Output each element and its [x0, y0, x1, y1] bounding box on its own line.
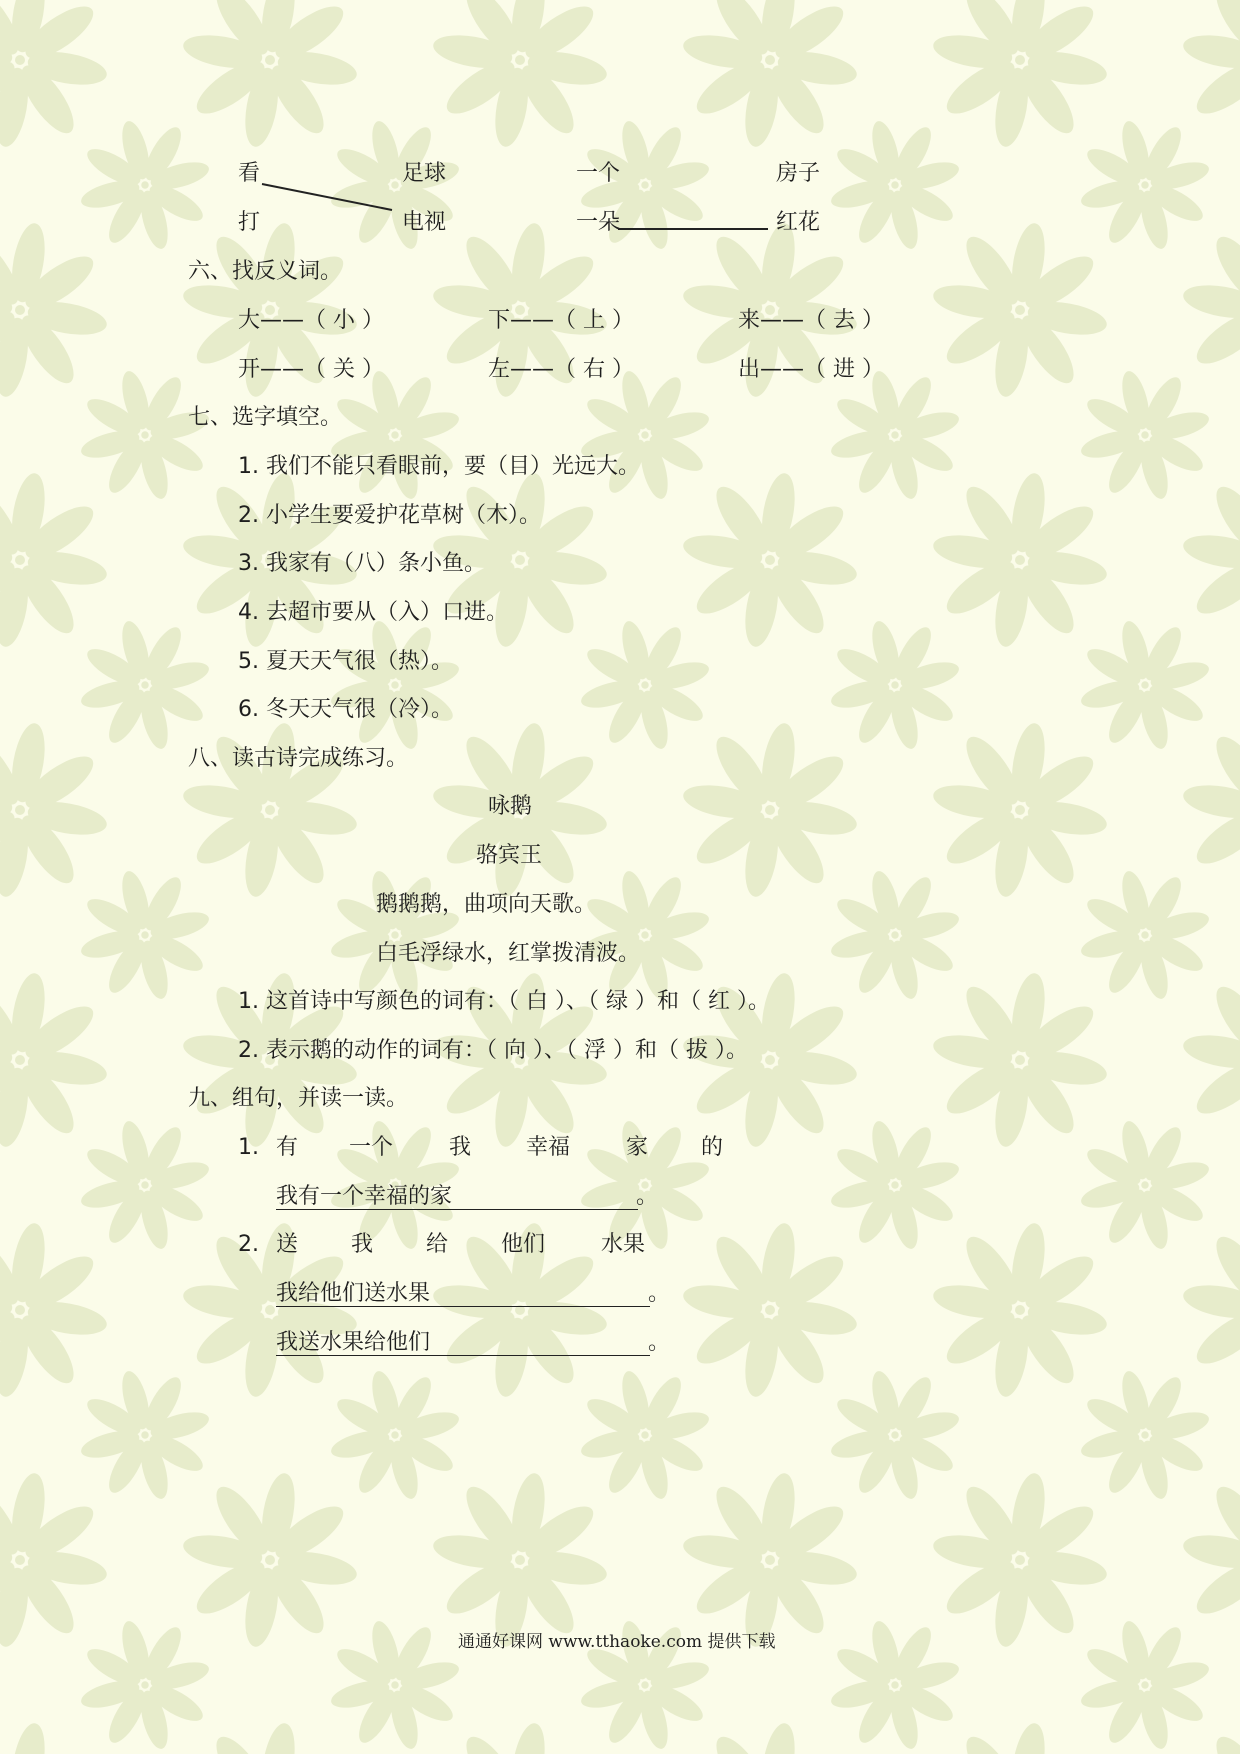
match-word-house: 房子 — [776, 161, 821, 186]
match-word-kan: 看 — [238, 161, 261, 186]
sentence-q2-number: 2. — [238, 1232, 259, 1257]
leaf-rosette — [0, 1221, 109, 1400]
poem-question: 2. 表示鹅的动作的词有：（ 向 ）、（ 浮 ）和（ 拔 ）。 — [238, 1038, 748, 1063]
antonym-pair: 来——（ 去 ） — [738, 308, 884, 333]
sentence-answer: 我给他们送水果 — [276, 1281, 431, 1306]
match-word-football: 足球 — [402, 161, 447, 186]
leaf-rosette — [828, 868, 961, 1001]
leaf-rosette — [78, 868, 211, 1001]
word-chip: 有 — [276, 1135, 299, 1160]
antonym-pair: 出——（ 进 ） — [738, 357, 884, 382]
fill-item: 3. 我家有（八）条小鱼。 — [238, 551, 486, 576]
leaf-rosette — [828, 368, 961, 501]
fill-item: 5. 夏天天气很（热）。 — [238, 649, 453, 674]
leaf-rosette — [931, 721, 1110, 900]
leaf-rosette — [828, 1118, 961, 1251]
leaf-rosette — [1078, 618, 1211, 751]
leaf-rosette — [1078, 1618, 1211, 1751]
leaf-rosette — [78, 618, 211, 751]
poem-question: 1. 这首诗中写颜色的词有：（ 白 ）、（ 绿 ）和（ 红 ）。 — [238, 989, 770, 1014]
sentence-answer: 我送水果给他们 — [276, 1330, 431, 1355]
sentence-answer: 我有一个幸福的家 — [276, 1184, 453, 1209]
leaf-rosette — [681, 1471, 860, 1650]
leaf-rosette — [181, 1221, 360, 1400]
matching-lines — [0, 0, 1240, 260]
answer-underline — [276, 1306, 650, 1307]
leaf-rosette — [578, 368, 711, 501]
leaf-rosette — [828, 1368, 961, 1501]
leaf-rosette — [1181, 1221, 1240, 1400]
match-word-yige: 一个 — [576, 161, 621, 186]
word-chip: 水果 — [601, 1232, 646, 1257]
leaf-rosette — [328, 1618, 461, 1751]
fill-item: 2. 小学生要爱护花草树（木）。 — [238, 503, 541, 528]
section-9-title: 九、组句，并读一读。 — [188, 1086, 409, 1111]
leaf-rosette — [1078, 1118, 1211, 1251]
match-word-red-flower: 红花 — [776, 210, 821, 235]
leaf-rosette — [1181, 1721, 1240, 1754]
period-mark: 。 — [636, 1184, 659, 1209]
leaf-rosette — [78, 1118, 211, 1251]
leaf-rosette — [681, 471, 860, 650]
section-6-title: 六、找反义词。 — [188, 259, 343, 284]
leaf-rosette — [431, 1721, 610, 1754]
leaf-rosette — [931, 471, 1110, 650]
leaf-rosette — [1181, 1471, 1240, 1650]
word-chip: 给 — [426, 1232, 449, 1257]
fill-item: 1. 我们不能只看眼前，要（目）光远大。 — [238, 454, 640, 479]
leaf-rosette — [1078, 868, 1211, 1001]
leaf-rosette — [681, 721, 860, 900]
poem-author: 骆宾王 — [476, 843, 543, 868]
leaf-rosette — [78, 1368, 211, 1501]
period-mark: 。 — [648, 1281, 671, 1306]
leaf-rosette — [78, 1618, 211, 1751]
match-line-kan-tv — [262, 184, 392, 210]
leaf-rosette — [0, 1471, 109, 1650]
antonym-pair: 开——（ 关 ） — [238, 357, 384, 382]
leaf-rosette — [181, 1471, 360, 1650]
word-chip: 送 — [276, 1232, 299, 1257]
leaf-rosette — [1181, 471, 1240, 650]
poem-title: 咏鹅 — [488, 794, 533, 819]
word-chip: 家 — [626, 1135, 649, 1160]
leaf-rosette — [1078, 1368, 1211, 1501]
leaf-rosette — [931, 1721, 1110, 1754]
leaf-rosette — [828, 618, 961, 751]
answer-underline — [276, 1209, 638, 1210]
leaf-rosette — [181, 1721, 360, 1754]
antonym-pair: 下——（ 上 ） — [488, 308, 634, 333]
match-word-tv: 电视 — [402, 210, 447, 235]
word-chip: 的 — [701, 1135, 724, 1160]
leaf-rosette — [1181, 971, 1240, 1150]
fill-item: 4. 去超市要从（入）口进。 — [238, 600, 508, 625]
leaf-rosette — [681, 1721, 860, 1754]
sentence-q1-number: 1. — [238, 1135, 259, 1160]
footer-source: 通通好课网 www.tthaoke.com 提供下载 — [458, 1632, 776, 1652]
leaf-rosette — [931, 971, 1110, 1150]
section-8-title: 八、读古诗完成练习。 — [188, 746, 409, 771]
leaf-rosette — [0, 471, 109, 650]
leaf-rosette — [0, 721, 109, 900]
leaf-rosette — [681, 1221, 860, 1400]
leaf-rosette — [1078, 368, 1211, 501]
answer-underline — [276, 1355, 650, 1356]
leaf-rosette — [328, 618, 461, 751]
antonym-pair: 左——（ 右 ） — [488, 357, 634, 382]
leaf-rosette — [1181, 721, 1240, 900]
leaf-rosette — [78, 368, 211, 501]
leaf-rosette — [578, 868, 711, 1001]
fill-item: 6. 冬天天气很（冷）。 — [238, 697, 453, 722]
leaf-rosette — [328, 368, 461, 501]
match-word-yiduo: 一朵 — [576, 210, 621, 235]
leaf-rosette — [328, 1368, 461, 1501]
leaf-rosette — [578, 1368, 711, 1501]
match-word-da: 打 — [238, 210, 261, 235]
antonym-pair: 大——（ 小 ） — [238, 308, 384, 333]
leaf-rosette — [931, 1471, 1110, 1650]
leaf-rosette — [828, 1618, 961, 1751]
word-chip: 他们 — [501, 1232, 546, 1257]
word-chip: 我 — [449, 1135, 472, 1160]
leaf-rosette — [0, 1721, 109, 1754]
leaf-rosette — [0, 971, 109, 1150]
word-chip: 我 — [351, 1232, 374, 1257]
word-chip: 幸福 — [526, 1135, 571, 1160]
word-chip: 一个 — [349, 1135, 394, 1160]
leaf-rosette — [328, 868, 461, 1001]
leaf-rosette — [578, 618, 711, 751]
period-mark: 。 — [648, 1330, 671, 1355]
leaf-rosette — [431, 1471, 610, 1650]
section-7-title: 七、选字填空。 — [188, 405, 343, 430]
leaf-rosette — [931, 1221, 1110, 1400]
poem-line: 鹅鹅鹅，曲项向天歌。 — [376, 892, 597, 917]
poem-line: 白毛浮绿水，红掌拨清波。 — [376, 941, 641, 966]
